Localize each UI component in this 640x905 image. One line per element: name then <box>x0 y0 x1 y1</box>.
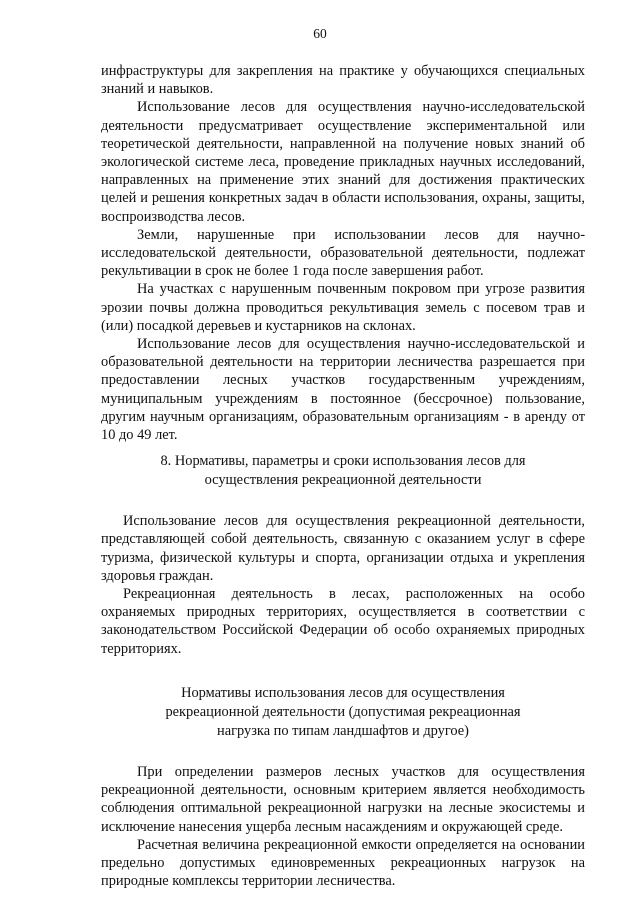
subsection-heading-line: рекреационной деятельности (допустимая рекреационная <box>165 703 521 720</box>
paragraph: На участках с нарушенным почвенным покровом при угрозе развития эрозии почвы должна проводиться рекультивация земель с посевом трав и (или) посадкой деревьев и кустарников на склонах. <box>101 281 585 334</box>
section-heading-line: 8. Нормативы, параметры и сроки использования лесов для <box>160 453 526 470</box>
subsection-heading-line: Нормативы использования лесов для осуществления <box>181 684 505 701</box>
section-heading <box>101 452 585 490</box>
subsection-heading-line: нагрузка по типам ландшафтов и другое) <box>217 722 469 739</box>
paragraph: инфраструктуры для закрепления на практике у обучающихся специальных знаний и навыков. <box>101 63 585 98</box>
paragraph: Рекреационная деятельность в лесах, расположенных на особо охраняемых природных территориях, осуществляется в соответствии с законодательством Российской Федерации об особо охраняемых природных территориях. <box>101 586 585 657</box>
subsection-heading <box>101 684 585 741</box>
paragraph: Земли, нарушенные при использовании лесов для научно-исследовательской деятельности, образовательной деятельности, подлежат рекультивации в срок не более 1 года после завершения работ. <box>101 226 585 280</box>
paragraph: Использование лесов для осуществления научно-исследовательской и образовательной деятельности на территории лесничества разрешается при предоставлении лесных участков государственным учреждениям, муниципальным учреждениям в постоянное (бессрочное) пользование, другим научным организациям, образовательным организациям - в аренду от 10 до 49 лет. <box>101 336 585 444</box>
paragraph: При определении размеров лесных участков для осуществления рекреационной деятельности, основным критерием является необходимость соблюдения оптимальной рекреационной нагрузки на лесные экосистемы и исключение нанесения ущерба лесным насаждениям и окружающей среде. <box>101 763 585 835</box>
paragraph: Расчетная величина рекреационной емкости определяется на основании предельно допустимых единовременных рекреационных нагрузок на природные комплексы территории лесничества. <box>101 836 585 890</box>
paragraph: Использование лесов для осуществления рекреационной деятельности, представляющей собой деятельность, связанную с оказанием услуг в сфере туризма, физической культуры и спорта, организации отдыха и укрепления здоровья граждан. <box>101 513 585 584</box>
section-heading-line: осуществления рекреационной деятельности <box>204 472 482 489</box>
page-number: 60 <box>313 26 327 41</box>
paragraph: Использование лесов для осуществления научно-исследовательской деятельности предусматривает осуществление экспериментальной или теоретической деятельности, направленной на получение новых знаний об экологической системе леса, проведение прикладных научных исследований, направленных на применение этих знаний для достижения практических целей и решения конкретных задач в области использования, охраны, защиты, воспроизводства лесов. <box>101 99 585 225</box>
page-content <box>101 62 585 890</box>
